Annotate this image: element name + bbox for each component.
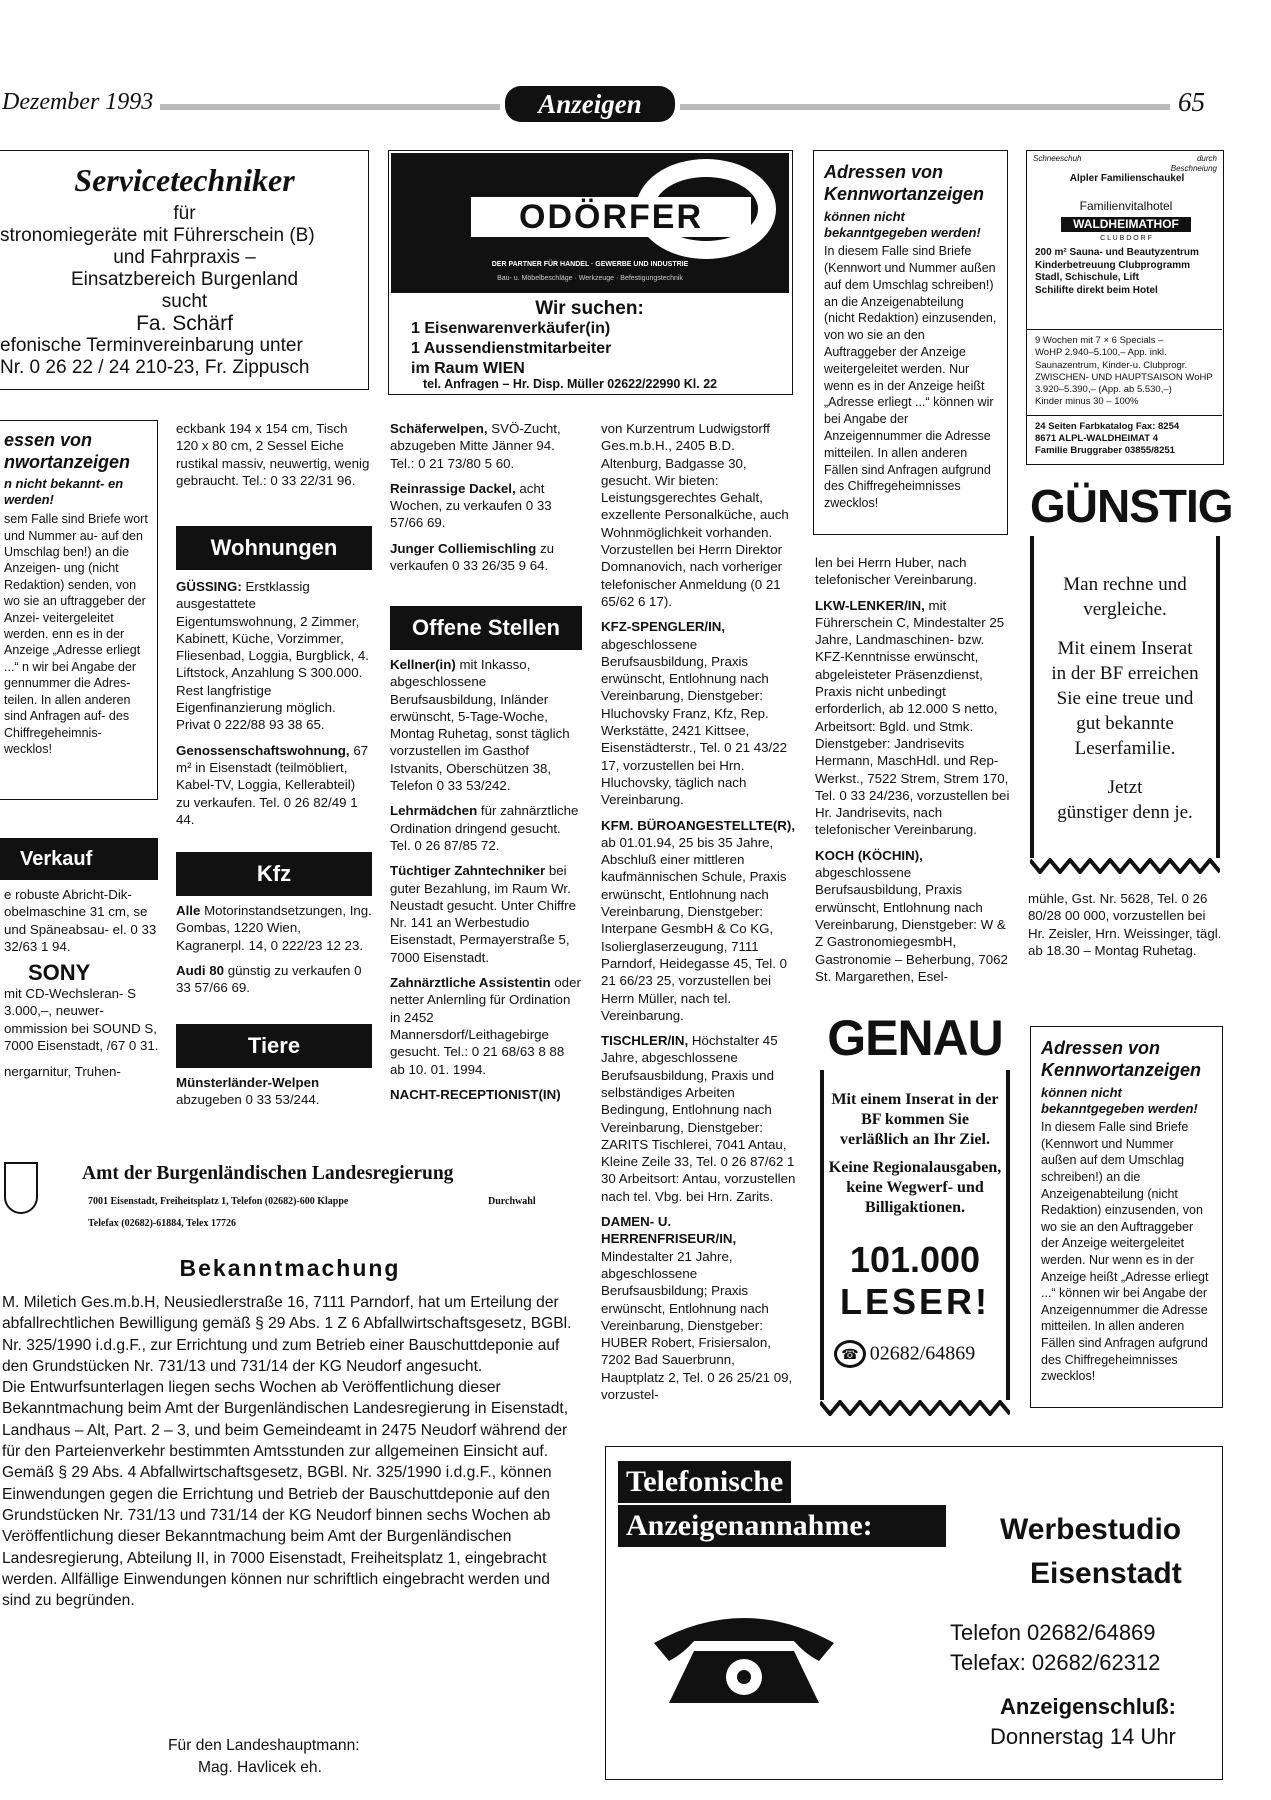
column-6: [1028, 890, 1224, 967]
ad-lead: Tüchtiger Zahntechniker: [390, 863, 546, 879]
classified-ad: [390, 802, 582, 854]
classified-ad: [390, 1086, 582, 1103]
genau-phone: 02682/64869: [869, 1342, 976, 1365]
waldheimat-offer-line: Kinder minus 30 – 100%: [1035, 396, 1139, 408]
ad-text: oder netter Anlernling für Ordination in 2452 Mannersdorf/Leithagebirge gesucht. Tel.: 0 21 68/63 8 88 ab 10. 01. 1994.: [390, 975, 581, 1077]
telefon-studio1: Werbestudio: [1000, 1513, 1182, 1546]
kfz-header: Kfz: [176, 852, 372, 896]
verkauf-ad: nergarnitur, Truhen-: [4, 1063, 121, 1079]
classified-ad: [176, 962, 372, 997]
ad-lead: Reinrassige Dackel,: [390, 480, 516, 496]
ad-lead: Schäferwelpen,: [390, 421, 488, 436]
guenstig-line: Sie eine treue und: [1056, 688, 1194, 709]
telefon-title2: Anzeigenannahme:: [618, 1505, 946, 1547]
ad-lead: Lehrmädchen: [390, 803, 478, 819]
waldheimat-name2: WALDHEIMATHOF: [1061, 217, 1191, 232]
odorfer-headline: Wir suchen:: [535, 298, 644, 319]
telephone-icon: ☎: [834, 1340, 866, 1368]
ad-text: Erstklassig ausgestattete Eigentumswohnung, 2 Zimmer, Kabinett, Küche, Vorzimmer, Fliesenbad, Loggia, Burgblick, 4. Liftstock, Anzahlung S 300.000. Rest langfristige Eigenfinanzierung möglich. Privat 0 222/88 93 38 65.: [176, 579, 369, 733]
classified-ad: [601, 817, 798, 1025]
guenstig-line: Mit einem Inserat: [1057, 638, 1193, 659]
classified-ad: [176, 578, 372, 734]
waldheimat-offer-line: Saunazentrum, Kinder-u. Clubprogr.: [1035, 359, 1188, 371]
servicetechniker-line: efonische Terminvereinbarung unter: [0, 335, 303, 356]
page-number: 65: [1178, 87, 1205, 117]
classified-ad: [815, 847, 1011, 985]
classified-ad: mühle, Gst. Nr. 5628, Tel. 0 26 80/28 00 000, vorzustellen bei Hr. Zeisler, Hrn. Weissinger, tägl. ab 18.30 – Montag Ruhetag.: [1028, 891, 1222, 958]
waldheimat-offer-line: 9 Wochen mit 7 × 6 Specials –: [1035, 335, 1164, 346]
genau-big2: LESER!: [839, 1281, 990, 1322]
ad-text: Höchstalter 45 Jahre, abgeschlossene Berufsausbildung, Praxis und selbständiges Arbeiten Bedingung, Entlohnung nach Vereinbarung, Dienstgeber: ZARITS Tischlerei, 7041 Antau, Kleine Zeile 33, Tel. 0 26 87/62 1 30 Arbeitsort: Antau, vorzustellen nach tel. Vbg. bei Hrn. Zarits.: [601, 1033, 796, 1204]
classified-ad: [390, 862, 582, 966]
odorfer-items: [411, 319, 611, 379]
servicetechniker-line: Fa. Schärf: [136, 312, 233, 335]
adressen-left-sub: n nicht bekannt- en werden!: [4, 476, 124, 508]
amt-heading: Bekanntmachung: [179, 1255, 401, 1281]
servicetechniker-line: und Fahrpraxis –: [113, 247, 256, 268]
genau-ad: [820, 1010, 1010, 1420]
waldheimat-club: C L U B D O R F: [1100, 235, 1152, 242]
waldheimat-footer: [1035, 421, 1179, 457]
adressen-right-ad: [1030, 1026, 1223, 1408]
genau-phone-row: [834, 1340, 1004, 1368]
genau-big1: 101.000: [849, 1239, 981, 1280]
waldheimat-corner-left: Schneeschuh: [1033, 154, 1082, 163]
ad-lead: TISCHLER/IN,: [601, 1033, 689, 1049]
ad-lead: DAMEN- U. HERRENFRISEUR/IN,: [601, 1214, 737, 1247]
waldheimat-offer: [1035, 335, 1213, 409]
verkauf-ad: mit CD-Wechsleran- S 3.000,–, neuwer- ommission bei SOUND S, 7000 Eisenstadt, /67 0 31.: [4, 986, 159, 1054]
classified-ad: [601, 618, 798, 808]
guenstig-line: Leserfamilie.: [1074, 738, 1176, 759]
waldheimat-offer-line: 3.920–5.390,– (App. ab 5.530,–): [1035, 384, 1172, 396]
odorfer-ad: [388, 150, 793, 395]
servicetechniker-line: Nr. 0 26 22 / 24 210-23, Fr. Zippusch: [0, 357, 310, 378]
ad-text: günstig zu verkaufen 0 33 57/66 69.: [176, 962, 362, 996]
waldheimat-offer-line: ZWISCHEN- UND HAUPTSAISON WoHP: [1035, 371, 1213, 383]
servicetechniker-ad: [0, 150, 369, 390]
header-date: Dezember 1993: [2, 89, 154, 115]
adressen-right-sub: können nicht bekanntgegeben werden!: [1041, 1085, 1198, 1117]
waldheimat-name1: Familienvitalhotel: [1079, 199, 1173, 213]
ad-text: Motorinstandsetzungen, Ing. Gombas, 1220 Wien, Kagranerpl. 14, 0 222/23 12 23.: [176, 903, 372, 953]
classified-ad: von Kurzentrum Ludwigstorff Ges.m.b.H., 2405 B.D. Altenburg, Badgasse 30, gesucht. Wir bieten: Leistungsgerechtes Gehalt, exzellente Personalküche, auch Wohnmöglichkeit vorhanden. Vorzustellen bei Herrn Direktor Domnanovich, nach vorheriger telefonischer Anmeldung (0 21 65/62 6 17).: [601, 421, 789, 609]
waldheimat-line: Kinderbetreuung Clubprogramm: [1035, 259, 1191, 271]
telefon-fax: Telefax: 02682/62312: [950, 1650, 1161, 1675]
telefon-schluss-value: Donnerstag 14 Uhr: [990, 1724, 1176, 1749]
tiere-header: Tiere: [176, 1024, 372, 1068]
ad-text: abzugeben 0 33 53/244.: [176, 1092, 320, 1108]
waldheimat-divider: [1027, 415, 1222, 416]
sony-label: SONY: [28, 959, 91, 985]
amt-paragraph: M. Miletich Ges.m.b.H, Neusiedlerstraße 16, 7111 Parndorf, hat um Erteilung der abfallrechtlichen Bewilligung gemäß § 29 Abs. 1 Z 6 Abfallwirtschaftsgesetz, BGBl. Nr. 325/1990 i.d.g.F., zur Errichtung und zum Betrieb einer Bauschuttdeponie auf den Grundstücken Nr. 731/13 und 731/14 der KG Neudorf angesucht.: [2, 1294, 572, 1375]
genau-line1: Mit einem Inserat in der BF kommen Sie verläßlich an Ihr Ziel.: [831, 1091, 999, 1148]
ad-text: abgeschlossene Berufsausbildung, Praxis erwünscht, Entlohnung nach Vereinbarung, Dienstgeber: Hluchovsky Franz, Kfz, Rep. Werkstätte, 2421 Kittsee, Eisenstädterstr., Tel. 0 21 43/22 17, vorzustellen bei Hrn. Hluchovsky, täglich nach Vereinbarung.: [601, 636, 788, 808]
column-2-kfz: [176, 902, 372, 1004]
telephone-icon: [644, 1603, 844, 1713]
waldheimat-offer-line: WoHP 2.940–5.100,– App. inkl.: [1035, 347, 1167, 359]
genau-line2: Keine Regionalausgaben, keine Wegwerf- und Billigaktionen.: [828, 1159, 1002, 1216]
amt-body: [2, 1292, 572, 1611]
classified-ad: [390, 974, 582, 1078]
ad-lead: Junger Colliemischling: [390, 540, 537, 556]
servicetechniker-title: Servicetechniker: [74, 162, 295, 198]
waldheimat-lines: [1035, 247, 1199, 297]
telefon-title1: Telefonische: [618, 1461, 791, 1503]
ad-text: zu verkaufen 0 33 26/35 9 64.: [390, 540, 555, 574]
servicetechniker-line: Einsatzbereich Burgenland: [70, 269, 299, 290]
classified-ad: [390, 540, 582, 575]
telefon-studio2: Eisenstadt: [1030, 1557, 1182, 1590]
guenstig-line: in der BF erreichen: [1051, 663, 1199, 684]
header-rule-left: [160, 104, 500, 110]
ad-text: SVÖ-Zucht, abzugeben Mitte Jänner 94. Tel.: 0 21 73/80 5 60.: [390, 421, 561, 471]
servicetechniker-line: stronomiegeräte mit Führerschein (B): [0, 225, 315, 246]
genau-zigzag: [820, 1400, 1010, 1416]
ad-lead: KOCH (KÖCHIN),: [815, 847, 923, 863]
ad-text: 67 m² in Eisenstadt (teilmöbliert, Kabel-TV, Loggia, Kellerabteil) zu verkaufen. Tel. 0 26 82/49 1 44.: [176, 742, 369, 827]
adressen-top-title: Adressen von Kennwortanzeigen: [824, 162, 985, 204]
ad-lead: Kellner(in): [390, 657, 456, 672]
ad-lead: Alle: [176, 903, 201, 918]
amt-title: Amt der Burgenländischen Landesregierung: [82, 1163, 454, 1184]
ad-lead: Zahnärztliche Assistentin: [390, 975, 551, 991]
classified-ad: len bei Herrn Huber, nach telefonischer Vereinbarung.: [815, 555, 977, 588]
odorfer-contact: tel. Anfragen – Hr. Disp. Müller 02622/22990 Kl. 22: [423, 377, 718, 391]
ad-lead: Münsterländer-Welpen: [176, 1075, 320, 1090]
ad-text: ab 01.01.94, 25 bis 35 Jahre, Abschluß einer mittleren kaufmännischen Schule, Praxis erwünscht, Entlohnung nach Vereinbarung, Dienstgeber: Interpane GesmbH & Co KG, Isolierglaserzeugung, 7111 Parndorf, Heidegasse 45, Tel. 0 21 66/23 25, vorzustellen bei Herrn Müller, nach tel. Vereinbarung.: [601, 834, 788, 1023]
ad-text: Mindestalter 21 Jahre, abgeschlossene Berufsausbildung; Praxis erwünscht, Entlohnung nach Vereinbarung, Dienstgeber: HUBER Robert, Frisiersalon, 7202 Bad Sauerbrunn, Hauptplatz 2, Tel. 0 26 25/21 09, vorzustel-: [601, 1248, 793, 1403]
amt-address: 7001 Eisenstadt, Freiheitsplatz 1, Telefon (02682)-600 Klappe: [88, 1196, 349, 1207]
odorfer-item: 1 Eisenwarenverkäufer(in): [411, 320, 611, 337]
telefon-tel: Telefon 02682/64869: [950, 1620, 1156, 1645]
classified-ad: [390, 420, 582, 472]
classified-ad: [176, 742, 372, 828]
ad-text: mit Inkasso, abgeschlossene Berufsausbildung, Inländer erwünscht, 5-Tage-Woche, Montag Ruhetag, sonst täglich vorzustellen im Gasthof Istvanits, Oberschützen 38, Telefon 0 33 53/242.: [390, 657, 570, 794]
amt-paragraph: Die Entwurfsunterlagen liegen sechs Wochen ab Veröffentlichung dieser Bekanntmachung beim Amt der Burgenländischen Landesregierung in Eisenstadt, Landhaus – Alt, Part. 2 – 3, und beim Gemeindeamt in 2475 Neudorf während der für den Parteienverkehr bestimmten Amtsstunden zur allgemeinen Einsicht auf.: [2, 1379, 569, 1461]
adressen-top-text: In diesem Falle sind Briefe (Kennwort und Nummer außen auf dem Umschlag schreiben!) an die Anzeigenabteilung (nicht Redaktion) einzusenden, von wo sie an den Auftraggeber der Anzeige weitergeleitet werden. Nur wenn es in der Anzeige heißt „Adresse erliegt ...“ können wir bei Angabe der Anzeigennummer die Adresse mitteilen. In allen anderen Fällen sind Anfragen aufgrund des Chiffregeheimnisses zwecklos!: [824, 244, 997, 511]
ad-lead: KFM. BÜROANGESTELLTE(R),: [601, 817, 796, 833]
waldheimat-line: 200 m² Sauna- und Beautyzentrum: [1035, 247, 1199, 258]
waldheimat-footer-line: 24 Seiten Farbkatalog Fax: 8254: [1035, 421, 1180, 432]
adressen-right-text: In diesem Falle sind Briefe (Kennwort und Nummer außen auf dem Umschlag schreiben!) an die Anzeigenabteilung (nicht Redaktion) einzusenden, von wo sie an den Auftraggeber der Anzeige weitergeleitet werden. Nur wenn es in der Anzeige heißt „Adresse erliegt ...“ können wir bei Angabe der Anzeigennummer die Adresse mitteilen. In allen anderen Fällen sind Anfragen aufgrund des Chiffregeheimnisses zwecklos!: [1041, 1120, 1209, 1384]
odorfer-logo-block: [391, 153, 789, 293]
ad-lead: KFZ-SPENGLER/IN,: [601, 619, 726, 635]
guenstig-line: Jetzt: [1107, 777, 1143, 798]
guenstig-ad: [1030, 480, 1233, 880]
amt-paragraph: Gemäß § 29 Abs. 4 Abfallwirtschaftsgesetz, BGBl. Nr. 325/1990 i.d.g.F., können Einwendungen gegen die Errichtung und Betrieb der Bauschuttdeponie auf den Grundstücken Nr. 731/13 und 731/14 der KG Neudorf binnen sechs Wochen ab Veröffentlichung dieser Bekanntmachung beim Amt der Burgenländischen Landesregierung, Abteilung II, in 7000 Eisenstadt, Freiheitsplatz 1, eingebracht werden. Allfällige Einwendungen können nur schriftlich eingebracht werden und sind zu begründen.: [2, 1464, 552, 1610]
column-2-tiere: [176, 1074, 372, 1117]
wohnungen-header: Wohnungen: [176, 526, 372, 570]
guenstig-line: vergleiche.: [1083, 599, 1167, 620]
guenstig-body: [1036, 572, 1214, 825]
verkauf-header: Verkauf: [0, 838, 158, 880]
odorfer-tagline: DER PARTNER FÜR HANDEL · GEWERBE UND INDUSTRIE: [491, 261, 689, 268]
odorfer-item: im Raum WIEN: [411, 360, 525, 377]
column-2-wohnungen: [176, 578, 372, 836]
column-3: [390, 420, 582, 582]
waldheimat-ad: [1026, 150, 1224, 465]
telefon-schluss-label: Anzeigenschluß:: [1000, 1694, 1177, 1719]
odorfer-subline: Bau- u. Möbelbeschläge · Werkzeuge · Befestigungstechnik: [497, 275, 683, 282]
waldheimat-line: Stadl, Schischule, Lift: [1035, 272, 1139, 283]
waldheimat-banner: Alpler Familienschaukel: [1069, 173, 1185, 184]
adressen-left-text: sem Falle sind Briefe wort und Nummer au- auf den Umschlag ben!) an die Anzeigen- ung (nicht Redaktion) senden, von wo sie an uftraggeber der Anzei- veitergeleitet werden. enn es in der Anzeige „Adresse erliegt ...“ n wir bei Angabe der gennummer die Adres- teilen. In allen anderen sind Anfragen auf- des Chiffregeheimnis- wecklos!: [4, 512, 148, 756]
ad-text: abgeschlossene Berufsausbildung, Praxis erwünscht, Entlohnung nach Vereinbarung, Dienstgeber: W & Z GastronomiegesmbH, Gastronomie – Beherbung, 7062 St. Margarethen, Esel-: [815, 865, 1008, 984]
adressen-top-sub: können nicht bekanntgegeben werden!: [824, 209, 981, 241]
waldheimat-footer-line: 8671 ALPL-WALDHEIMAT 4: [1035, 433, 1158, 444]
guenstig-line: Man rechne und: [1063, 574, 1187, 595]
waldheimat-footer-line: Familie Bruggraber 03855/8251: [1035, 445, 1175, 456]
coat-of-arms-icon: [4, 1162, 38, 1214]
classified-ad: [390, 480, 582, 532]
verkauf-ad: e robuste Abricht-Dik- obelmaschine 31 cm, se und Späneabsau- el. 0 33 32/63 1 94.: [4, 887, 157, 955]
column-5: [815, 554, 1011, 993]
amt-sign2: Mag. Havlicek eh.: [198, 1759, 322, 1776]
waldheimat-corner-right: durch Beschneiung: [1170, 154, 1217, 173]
adressen-left-ad: [0, 420, 158, 800]
classified-ad: [601, 1032, 798, 1205]
ad-text: für zahnärztliche Ordination dringend gesucht. Tel. 0 26 87/85 72.: [390, 803, 579, 853]
genau-title: GENAU: [827, 1010, 1003, 1066]
amt-fax: Telefax (02682)-61884, Telex 17726: [88, 1218, 236, 1229]
adressen-left-title: essen von nwortanzeigen: [4, 430, 131, 472]
offene-stellen-header: Offene Stellen: [390, 606, 582, 650]
ad-lead: Genossenschaftswohnung,: [176, 742, 350, 758]
header-section: [505, 86, 675, 122]
header-rule-right: [680, 104, 1170, 110]
ad-lead: LKW-LENKER/IN,: [815, 597, 925, 613]
ad-text: bei guter Bezahlung, im Raum Wr. Neustadt gesucht. Unter Chiffre Nr. 141 an Werbestudio Eisenstadt, Permayerstraße 5, 7000 Eisenstadt.: [390, 863, 577, 965]
classified-ad: [815, 597, 1011, 839]
ad-lead: GÜSSING:: [176, 579, 242, 594]
waldheimat-line: Schilifte direkt beim Hotel: [1035, 284, 1158, 296]
servicetechniker-line: für: [173, 203, 196, 224]
classified-ad: [390, 656, 582, 794]
classified-ad: [601, 1213, 798, 1403]
header-section-label: Anzeigen: [538, 89, 642, 119]
verkauf-column: [4, 886, 160, 1088]
ad-lead: NACHT-RECEPTIONIST(IN): [390, 1086, 561, 1102]
classified-ad: [176, 902, 372, 954]
column-3-stellen: [390, 656, 582, 1111]
servicetechniker-body: [0, 203, 369, 379]
ad-text: mit Führerschein C, Mindestalter 25 Jahre, Landmaschinen- bzw. KFZ-Kenntnisse erwünscht, abgeleisteter Präsenzdienst, Praxis nicht unbedingt erforderlich, ab 12.000 S netto, Arbeitsort: Bgld. und Stmk. Dienstgeber: Jandrisevits Hermann, MaschHdl. und Rep-Werkst., 7522 Strem, Strem 170, Tel. 0 33 24/236, vorzustellen bei Hr. Jandrisevits, nach telefonischer Vereinbarung.: [815, 597, 1010, 838]
guenstig-zigzag: [1030, 858, 1220, 874]
guenstig-line: gut bekannte: [1076, 713, 1174, 734]
waldheimat-divider: [1027, 329, 1222, 330]
adressen-right-title: Adressen von Kennwortanzeigen: [1041, 1038, 1202, 1080]
amt-durchwahl: Durchwahl: [488, 1196, 536, 1207]
amt-notice: [0, 1148, 585, 1788]
classified-ad: [176, 1074, 372, 1109]
servicetechniker-line: sucht: [161, 291, 208, 312]
ad-lead: Audi 80: [176, 962, 225, 978]
adressen-top-ad: [813, 150, 1008, 535]
guenstig-line: günstiger denn je.: [1057, 802, 1193, 823]
odorfer-logo: ODÖRFER: [471, 197, 751, 237]
amt-sign1: Für den Landeshauptmann:: [168, 1737, 360, 1754]
guenstig-title: GÜNSTIG: [1030, 480, 1233, 532]
odorfer-item: 1 Aussendienstmitarbeiter: [411, 340, 612, 357]
column-2: [176, 420, 372, 497]
classified-ad: eckbank 194 x 154 cm, Tisch 120 x 80 cm, 2 Sessel Eiche rustikal massiv, neuwertig, wenig gebraucht. Tel.: 0 33 22/31 96.: [176, 421, 370, 488]
ad-text: acht Wochen, zu verkaufen 0 33 57/66 69.: [390, 480, 552, 531]
telefon-ad: [605, 1446, 1223, 1780]
column-4: [601, 420, 798, 1411]
